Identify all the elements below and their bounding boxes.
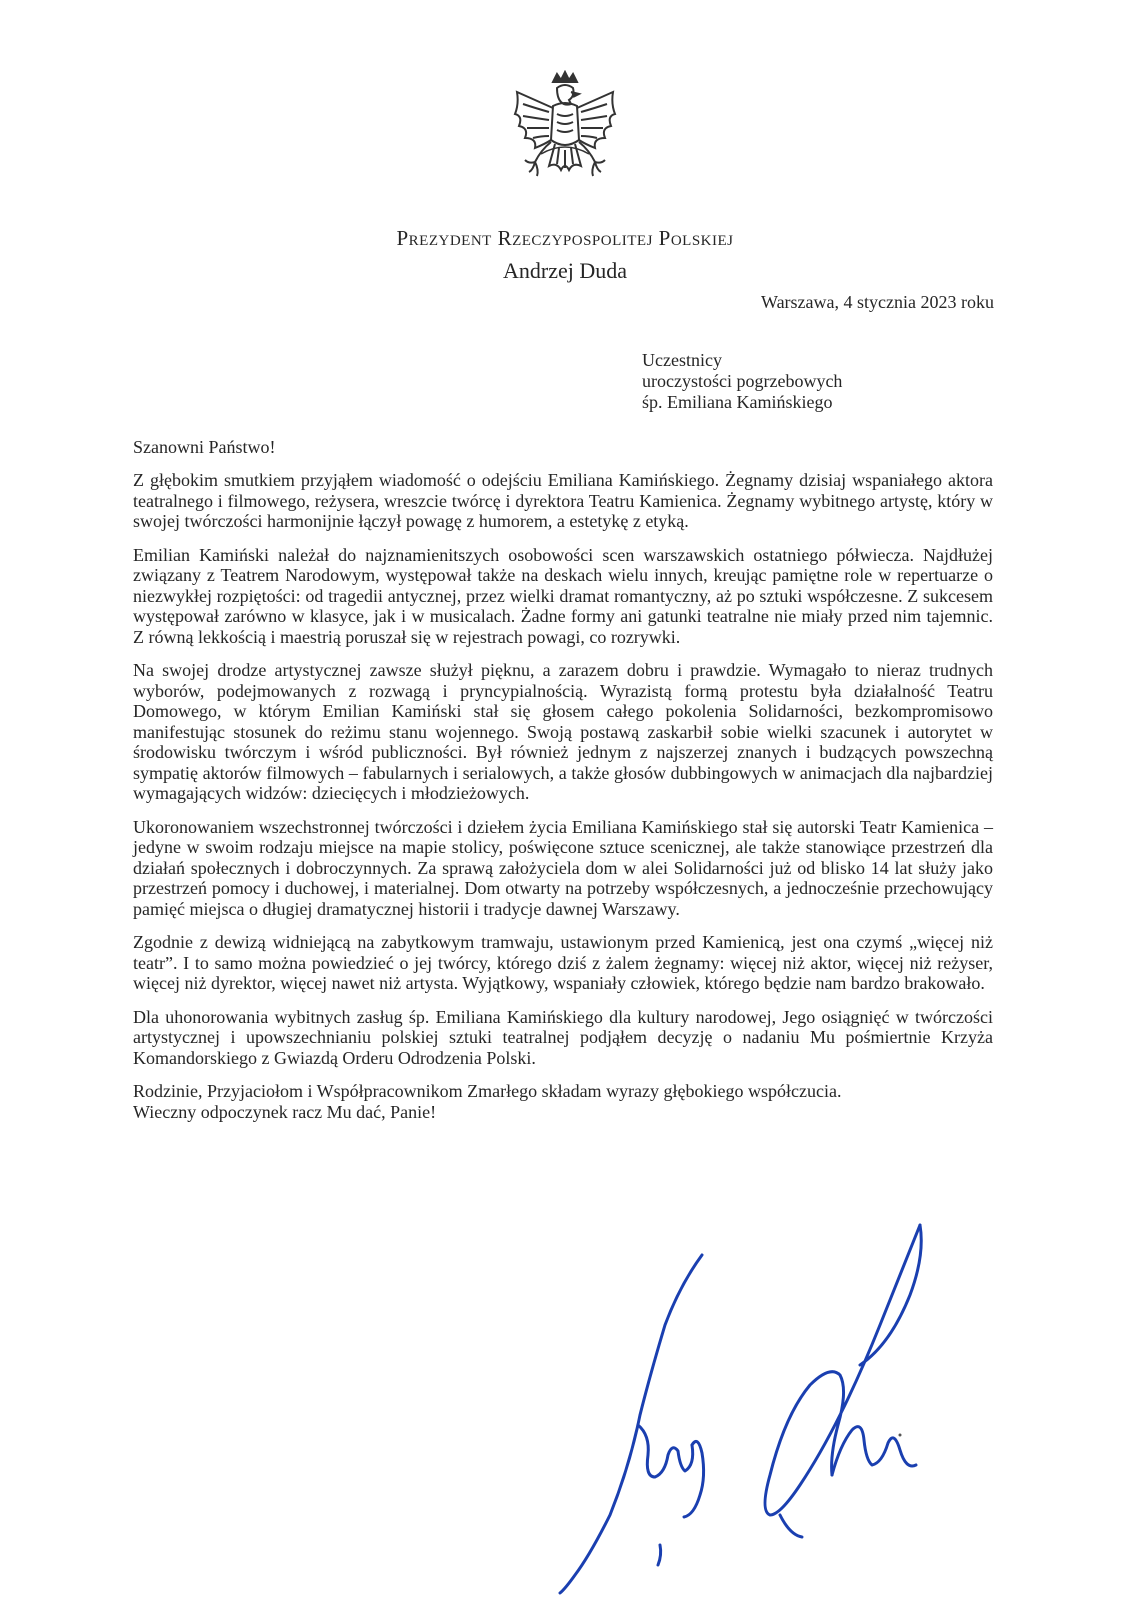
letter-body	[133, 470, 993, 1122]
body-paragraph: Emilian Kamiński należał do najznamienitszych osobowości scen warszawskich ostatniego półwiecza. Najdłużej związany z Teatrem Narodowym, występował także na deskach wielu innych, kreując pamiętne role w repertuarze o niezwykłej rozpiętości: od tragedii antycznej, przez wielki dramat romantyczny, aż po sztuki współczesne. Z sukcesem występował zarówno w klasyce, jak i w musicalach. Żadne formy ani gatunki teatralne nie miały przed nim tajemnic. Z równą lekkością i maestrią poruszał się w rejestrach powagi, co rozrywki.	[133, 544, 993, 647]
closing-line: Rodzinie, Przyjaciołom i Współpracownikom Zmarłego składam wyrazy głębokiego współczucia.	[133, 1081, 842, 1101]
sender-name: Andrzej Duda	[502, 258, 627, 283]
closing-line: Wieczny odpoczynek racz Mu dać, Panie!	[133, 1101, 437, 1122]
sender-title: Prezydent Rzeczypospolitej Polskiej	[396, 226, 734, 250]
handwritten-signature-icon	[480, 1215, 1010, 1600]
body-paragraph: Z głębokim smutkiem przyjąłem wiadomość o odejściu Emiliana Kamińskiego. Żegnamy dzisiaj wspaniałego aktora teatralnego i filmowego, reżysera, wreszcie twórcę i dyrektora Teatru Kamienica. Żegnamy wybitnego artystę, który w swojej twórczości harmonijnie łączył powagę z humorem, a estetykę z etyką.	[133, 470, 993, 531]
addressee-line: Uczestnicy	[642, 350, 722, 370]
letter-date: Warszawa, 4 stycznia 2023 roku	[761, 292, 994, 312]
body-paragraph: Ukoronowaniem wszechstronnej twórczości i dziełem życia Emiliana Kamińskiego stał się autorski Teatr Kamienica – jedyne w swoim rodzaju miejsce na mapie stolicy, poświęcone sztuce scenicznej, ale także stanowiące przestrzeń dla działań społecznych i dobroczynnych. Za sprawą założyciela dom w alei Solidarności już od blisko 14 lat służy jako przestrzeń pomocy i duchowej, i materialnej. Dom otwarty na potrzeby współczesnych, a jednocześnie przechowujący pamięć miejsca o długiej dramatycznej historii i tradycje dawnej Warszawy.	[133, 816, 993, 919]
addressee-line: śp. Emiliana Kamińskiego	[642, 392, 833, 412]
addressee-block	[642, 350, 842, 413]
salutation: Szanowni Państwo!	[133, 437, 276, 457]
closing-block	[133, 1081, 993, 1122]
body-paragraph: Zgodnie z dewizą widniejącą na zabytkowym tramwaju, ustawionym przed Kamienicą, jest ona czymś „więcej niż teatr”. I to samo można powiedzieć o jej twórcy, którego dziś z żalem żegnamy: więcej niż aktor, więcej niż reżyser, więcej niż dyrektor, więcej nawet niż artysta. Wyjątkowy, wspaniały człowiek, którego będzie nam bardzo brakowało.	[133, 932, 993, 993]
addressee-line: uroczystości pogrzebowych	[642, 371, 843, 391]
body-paragraph: Dla uhonorowania wybitnych zasług śp. Emiliana Kamińskiego dla kultury narodowej, Jego osiągnięć w twórczości artystycznej i upowszechnianiu polskiej sztuki teatralnej podjąłem decyzję o nadaniu Mu pośmiertnie Krzyża Komandorskiego z Gwiazdą Orderu Odrodzenia Polski.	[133, 1006, 993, 1068]
body-paragraph: Na swojej drodze artystycznej zawsze służył pięknu, a zarazem dobru i prawdzie. Wymagało to nieraz trudnych wyborów, podejmowanych z rozwagą i pryncypialnością. Wyrazistą formą protestu była działalność Teatru Domowego, w którym Emilian Kamiński stał się głosem całego pokolenia Solidarności, bezkompromisowo manifestując stosunek do reżimu stanu wojennego. Swoją postawą zaskarbił sobie wielki szacunek i autorytet w środowisku twórczym i wśród publiczności. Był również jednym z najszerzej znanych i budzących powszechną sympatię aktorów filmowych – fabularnych i serialowych, a także głosów dubbingowych w animacjach dla najbardziej wymagających widzów: dziecięcych i młodzieżowych.	[133, 660, 993, 803]
white-eagle-emblem-icon	[505, 70, 625, 200]
